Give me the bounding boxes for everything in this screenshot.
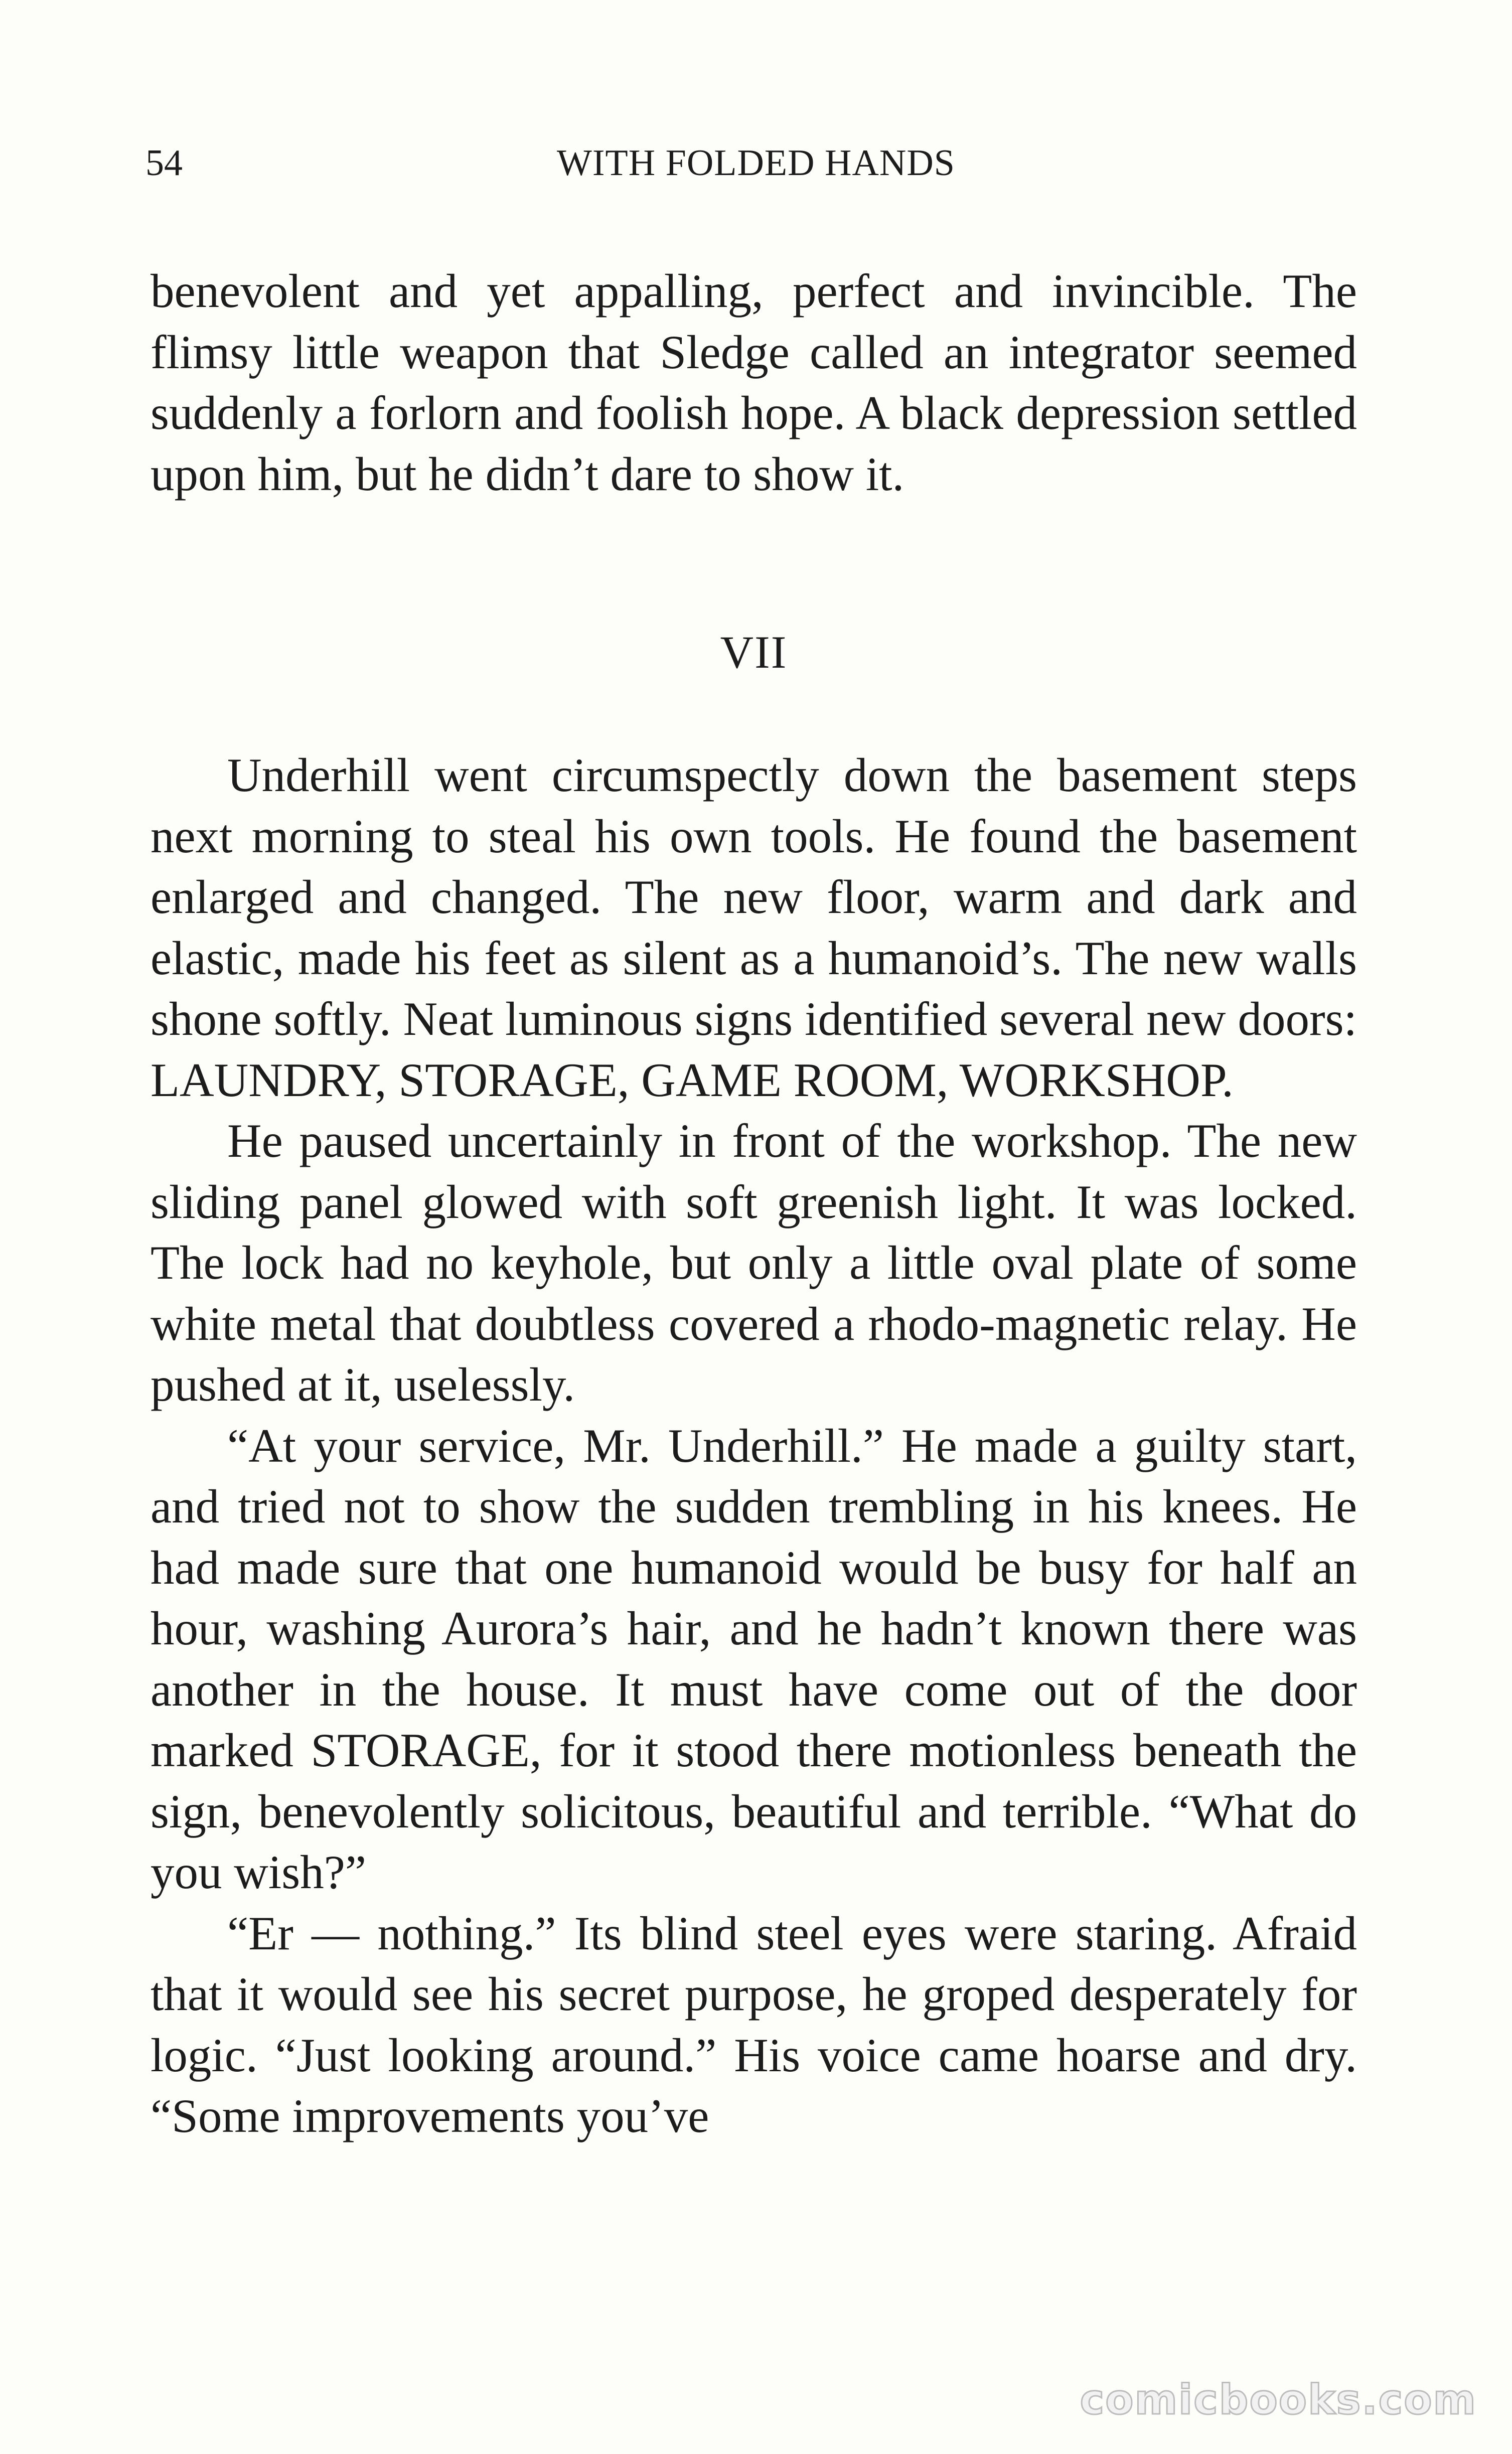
page-number: 54	[145, 142, 183, 184]
body-paragraph-1: Underhill went circumspectly down the basement steps next morning to steal his own tools. He found the basement enlarged and changed. The new floor, warm and dark and elastic, made his feet as silent as a humanoid’s. The new walls shone softly. Neat luminous signs identified several new doors: LAUNDRY, STORAGE, GAME ROOM, WORKSHOP.	[150, 748, 1357, 1107]
body-paragraph-4: “Er — nothing.” Its blind steel eyes were staring. Afraid that it would see his secret purpose, he groped desperately for logic. “Just looking around.” His voice came hoarse and dry. “Some improvements you’ve	[150, 1906, 1357, 2142]
section-heading: VII	[720, 627, 788, 678]
running-head	[145, 135, 1367, 191]
body-paragraph-3: “At your service, Mr. Underhill.” He made a guilty start, and tried not to show the sudden trembling in his knees. He had made sure that one humanoid would be busy for half an hour, washing Aurora’s hair, and he hadn’t known there was another in the house. It must have come out of the door marked STORAGE, for it stood there motionless beneath the sign, benevolently solicitous, beautiful and terrible. “What do you wish?”	[150, 1419, 1357, 1899]
body-paragraph-2: He paused uncertainly in front of the workshop. The new sliding panel glowed with soft greenish light. It was locked. The lock had no keyhole, but only a little oval plate of some white metal that doubtless covered a rhodo-magnetic relay. He pushed at it, uselessly.	[150, 1114, 1357, 1411]
watermark-logo: comicbooks.com	[1080, 2376, 1477, 2424]
section-body	[150, 745, 1357, 2147]
running-title: WITH FOLDED HANDS	[557, 142, 955, 184]
opening-paragraph: benevolent and yet appalling, perfect and invincible. The flimsy little weapon that Sledge called an integrator seemed suddenly a forlorn and foolish hope. A black depression settled upon him, but he didn’t dare to show it.	[150, 264, 1357, 501]
opening-paragraph-block	[150, 261, 1357, 505]
